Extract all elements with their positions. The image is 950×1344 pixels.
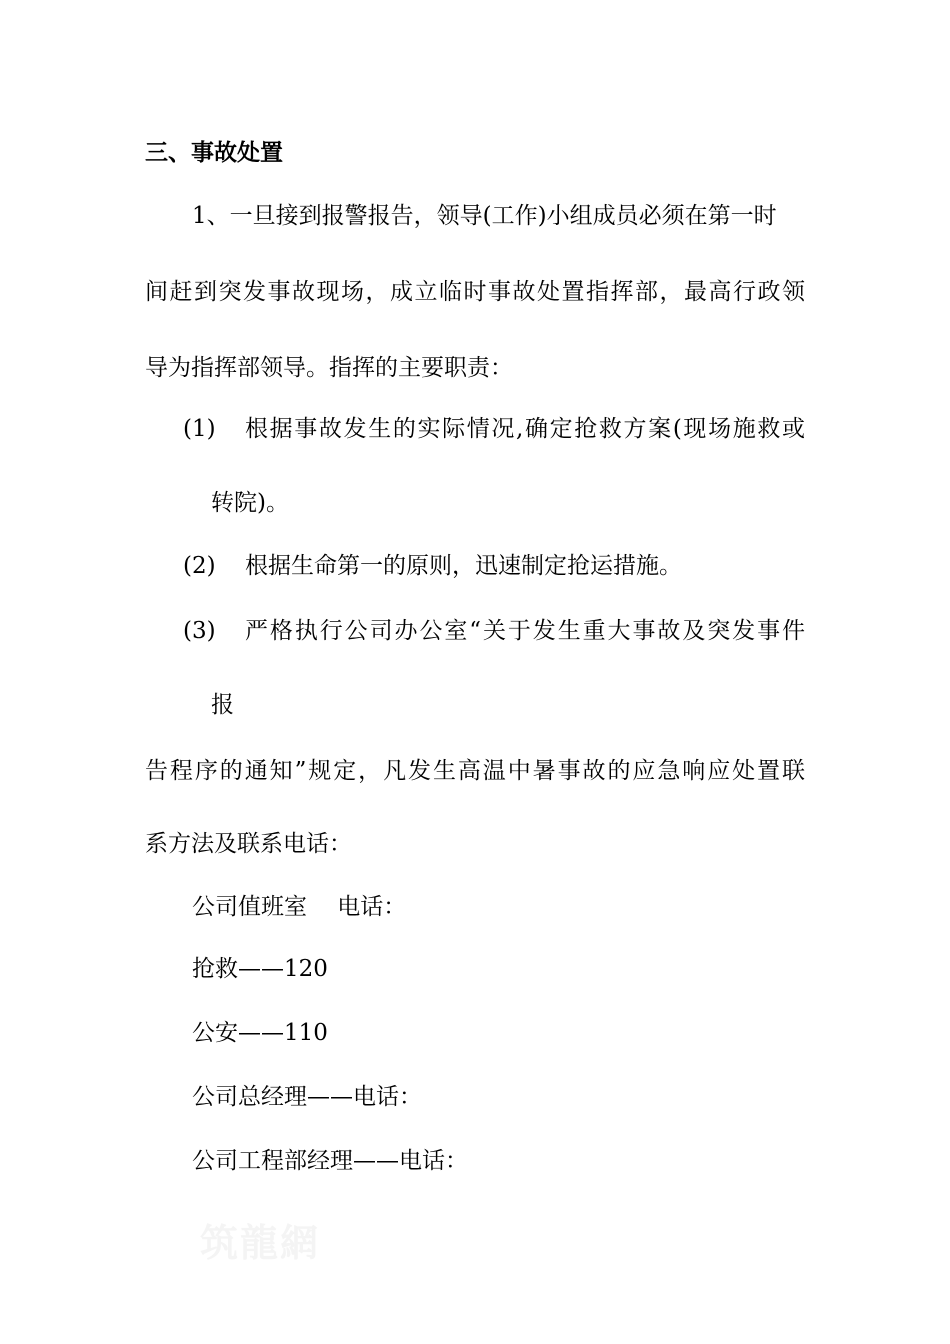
duty-3-line-1: 严格执行公司办公室“关于发生重大事故及突发事件 — [245, 618, 805, 644]
duty-1-line-1: 根据事故发生的实际情况,确定抢救方案(现场施救或 — [245, 416, 805, 442]
duty-2-number: (2) — [183, 553, 216, 579]
contact-engineering-manager: 公司工程部经理——电话： — [192, 1148, 468, 1174]
contact-duty-room: 公司值班室 电话： — [192, 894, 407, 920]
contact-general-manager: 公司总经理——电话： — [192, 1084, 422, 1110]
duty-1-line-2: 转院)。 — [211, 490, 289, 516]
paragraph-2-line-2: 系方法及联系电话： — [145, 831, 352, 857]
duty-2-line-1: 根据生命第一的原则，迅速制定抢运措施。 — [245, 553, 682, 579]
paragraph-1-line-1: 1、一旦接到报警报告，领导(工作)小组成员必须在第一时 — [192, 203, 777, 229]
paragraph-1-line-2: 间赶到突发事故现场，成立临时事故处置指挥部，最高行政领 — [145, 279, 805, 305]
section-heading: 三、事故处置 — [145, 139, 283, 166]
duty-1-number: (1) — [183, 416, 216, 442]
duty-3-line-2: 报 — [211, 692, 234, 718]
contact-police: 公安——110 — [192, 1020, 328, 1046]
watermark-logo: 筑龍網 — [200, 1220, 321, 1265]
contact-rescue: 抢救——120 — [192, 956, 328, 982]
duty-3-number: (3) — [183, 618, 216, 644]
paragraph-1-line-3: 导为指挥部领导。指挥的主要职责： — [145, 355, 513, 381]
paragraph-2-line-1: 告程序的通知”规定，凡发生高温中暑事故的应急响应处置联 — [145, 758, 805, 784]
